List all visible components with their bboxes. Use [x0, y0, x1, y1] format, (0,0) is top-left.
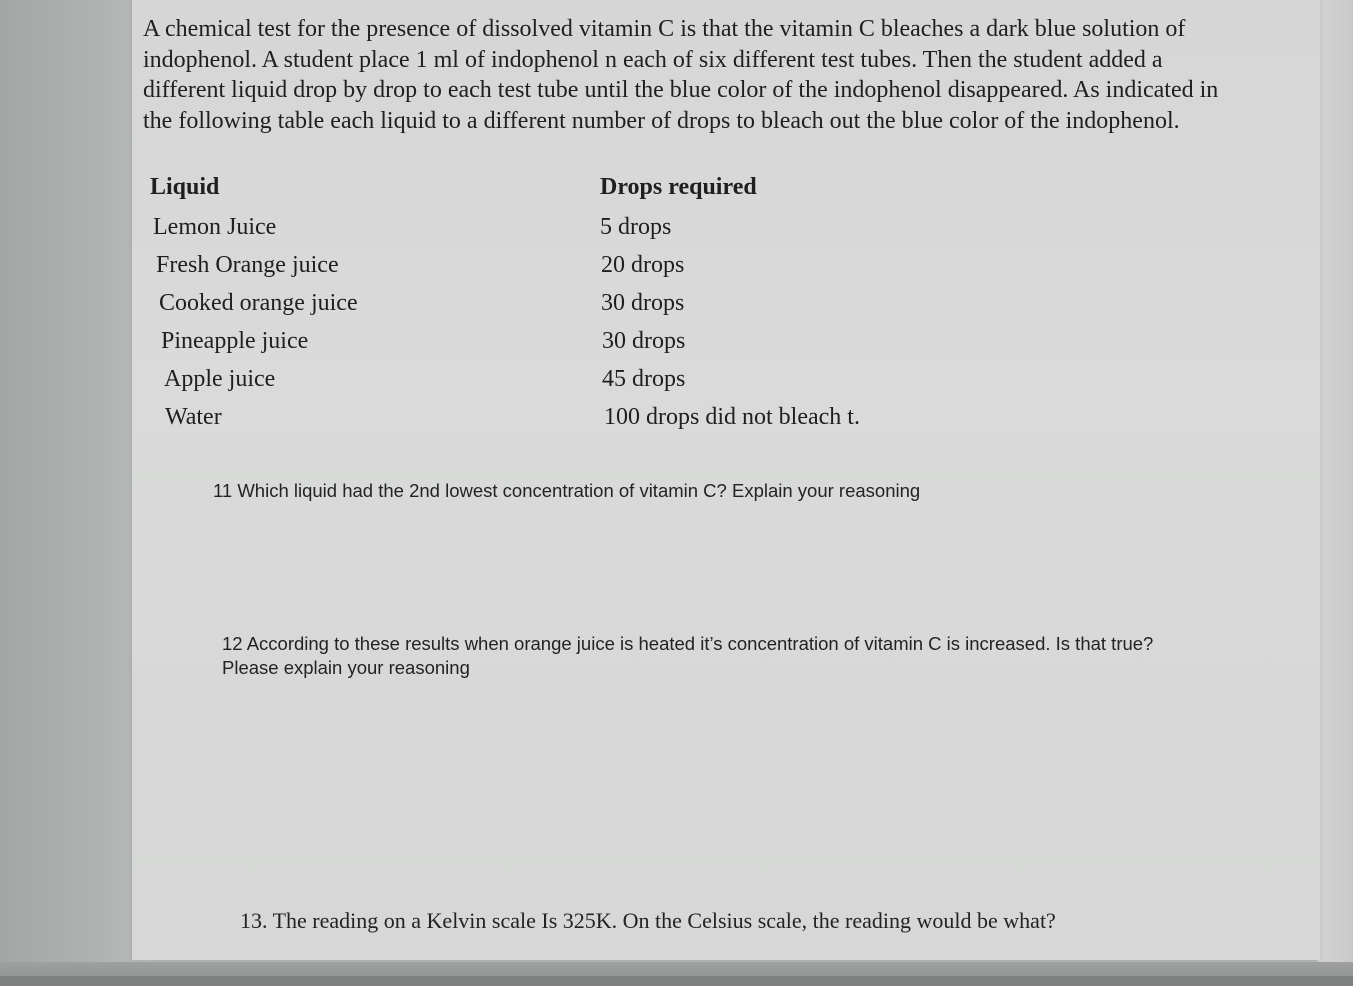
header-drops-required: Drops required: [600, 174, 757, 200]
table-header-row: [150, 174, 910, 210]
table-row: [150, 404, 910, 440]
drops-cell: 45 drops: [602, 366, 686, 392]
liquid-cell: Pineapple juice: [161, 328, 309, 354]
screen-bottom-edge: [0, 976, 1353, 986]
question-13: 13. The reading on a Kelvin scale Is 325K. On the Celsius scale, the reading would be what?: [240, 908, 1056, 933]
table-row: [150, 328, 910, 364]
table-row: [150, 252, 910, 288]
table-row: [150, 290, 910, 326]
liquid-cell: Fresh Orange juice: [156, 252, 339, 278]
drops-cell: 100 drops did not bleach t.: [604, 404, 860, 430]
background-left-shade: [0, 0, 150, 986]
drops-cell: 30 drops: [601, 290, 685, 316]
liquid-cell: Water: [165, 404, 222, 430]
background-right-shade: [1318, 0, 1353, 986]
question-12: 12 According to these results when orange juice is heated it’s concentration of vitamin C is increased. Is that true? Please explain your reasoning: [222, 633, 1154, 678]
header-liquid: Liquid: [150, 174, 220, 200]
liquid-cell: Cooked orange juice: [159, 290, 358, 316]
liquid-cell: Apple juice: [164, 366, 276, 392]
table-row: [150, 214, 910, 250]
drops-cell: 30 drops: [602, 328, 686, 354]
table-row: [150, 366, 910, 402]
intro-paragraph: A chemical test for the presence of dissolved vitamin C is that the vitamin C bleaches a dark blue solution of indophenol. A student place 1 ml of indophenol n each of six different test tubes. Then the student added a different liquid drop by drop to each test tube until the blue color of the indophenol disappeared. As indicated in the following table each liquid to a different number of drops to bleach out the blue color of the indophenol.: [143, 16, 1219, 134]
drops-cell: 20 drops: [601, 252, 685, 278]
drops-cell: 5 drops: [600, 214, 672, 240]
liquid-cell: Lemon Juice: [153, 214, 277, 240]
question-11: 11 Which liquid had the 2nd lowest concentration of vitamin C? Explain your reasoning: [213, 480, 921, 501]
